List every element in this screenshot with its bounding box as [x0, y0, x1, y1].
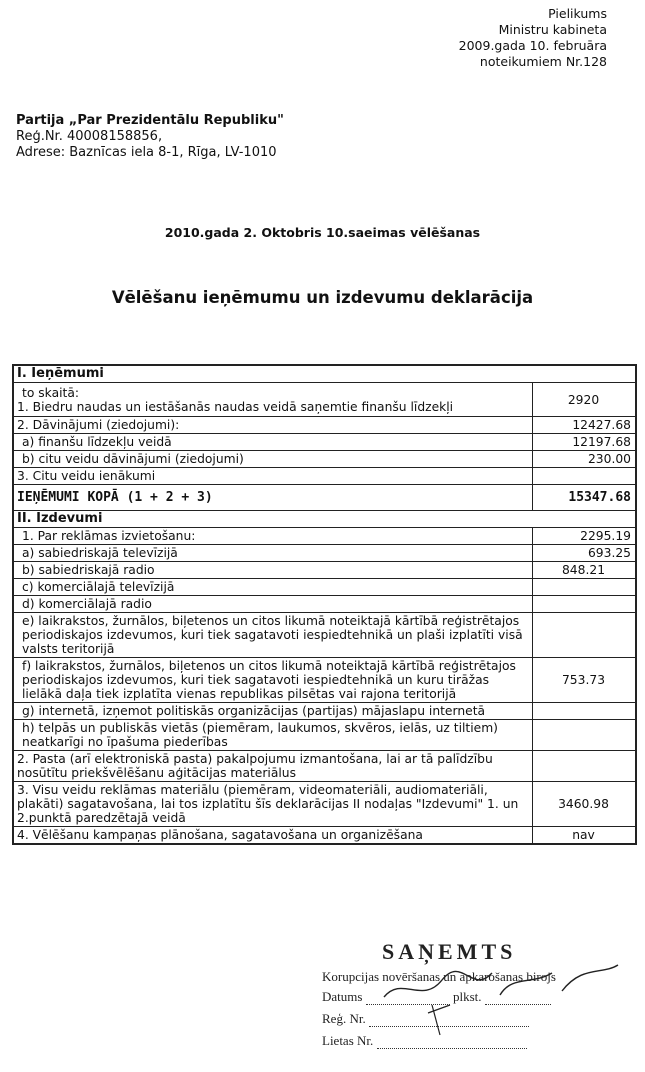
row-label: h) telpās un publiskās vietās (piemēram, laukumos, skvēros, ielās, uz tiltiem) neatkarīgi no īpašuma piederības [13, 720, 533, 751]
row-value: 3460.98 [533, 782, 637, 827]
table-row [13, 545, 636, 562]
row-label: a) finanšu līdzekļu veidā [13, 434, 533, 451]
row-value [533, 613, 637, 658]
row-label: 4. Vēlēšanu kampaņas plānošana, sagatavošana un organizēšana [13, 827, 533, 845]
row-label: a) sabiedriskajā televīzijā [13, 545, 533, 562]
table-row [13, 658, 636, 703]
row-value: 230.00 [533, 451, 637, 468]
table-row [13, 720, 636, 751]
row-value: 2920 [533, 383, 637, 417]
table-row [13, 451, 636, 468]
row-value [533, 579, 637, 596]
stamp-time-label: plkst. [452, 989, 482, 1004]
party-reg-number: Reģ.Nr. 40008158856, [16, 129, 163, 144]
received-stamp [322, 935, 622, 1055]
row-label-sub: to skaitā: [22, 385, 80, 400]
row-value [533, 703, 637, 720]
appendix-line-3: 2009.gada 10. februāra [458, 38, 607, 53]
row-value: nav [533, 827, 637, 845]
row-label: e) laikrakstos, žurnālos, biļetenos un citos likumā noteiktajā kārtībā reģistrētajos periodiskajos izdevumos, kuri tiek sagatavoti iespiedtehnikā un plaši izplatīti visā valsts teritorijā [13, 613, 533, 658]
row-label-main: 1. Biedru naudas un iestāšanās naudas veidā saņemtie finanšu līdzekļi [17, 399, 454, 414]
stamp-reg-label: Reģ. Nr. [322, 1011, 366, 1026]
income-total-label: IEŅĒMUMI KOPĀ (1 + 2 + 3) [13, 485, 533, 511]
row-label: 1. Par reklāmas izvietošanu: [13, 528, 533, 545]
row-label: d) komerciālajā radio [13, 596, 533, 613]
row-label: g) internetā, izņemot politiskās organizācijas (partijas) mājaslapu internetā [13, 703, 533, 720]
row-value [533, 596, 637, 613]
row-value: 2295.19 [533, 528, 637, 545]
party-info [16, 113, 284, 161]
stamp-case-label: Lietas Nr. [322, 1033, 374, 1048]
row-label: b) citu veidu dāvinājumi (ziedojumi) [13, 451, 533, 468]
election-line: 2010.gada 2. Oktobris 10.saeimas vēlēšanas [164, 225, 481, 240]
row-label: f) laikrakstos, žurnālos, biļetenos un citos likumā noteiktajā kārtībā reģistrētajos periodiskajos izdevumos, kuri tiek sagatavoti iespiedtehnikā un kuru tirāžas lielākā daļa tiek izplatīta vienas republikas pilsētas vai rajona teritorijā [13, 658, 533, 703]
row-label: 3. Visu veidu reklāmas materiālu (piemēram, videomateriāli, audiomateriāli, plakāti) sagatavošana, lai tos izplatītu šīs deklarācijas II nodaļas "Izdevumi" 1. un 2.punktā paredzētajā veidā [13, 782, 533, 827]
table-row [13, 751, 636, 782]
row-value [533, 720, 637, 751]
appendix-line-4: noteikumiem Nr.128 [479, 54, 607, 69]
handwritten-signature [322, 935, 622, 1055]
appendix-line-2: Ministru kabineta [498, 22, 607, 37]
income-section-header: I. Ieņēmumi [13, 365, 636, 383]
table-row [13, 528, 636, 545]
declaration-table [12, 364, 637, 845]
table-row [13, 468, 636, 485]
table-row [13, 511, 636, 528]
income-total-value: 15347.68 [533, 485, 637, 511]
appendix-reference [459, 6, 607, 70]
table-row [13, 596, 636, 613]
appendix-line-1: Pielikums [548, 6, 607, 21]
row-value [533, 468, 637, 485]
party-name: Partija „Par Prezidentālu Republiku" [16, 113, 284, 128]
row-value: 693.25 [533, 545, 637, 562]
row-label: c) komerciālajā televīzijā [13, 579, 533, 596]
party-address: Adrese: Baznīcas iela 8-1, Rīga, LV-1010 [16, 145, 277, 160]
row-label: b) sabiedriskajā radio [13, 562, 533, 579]
row-value [533, 751, 637, 782]
row-value: 12427.68 [533, 417, 637, 434]
row-value: 753.73 [533, 658, 637, 703]
row-value: 12197.68 [533, 434, 637, 451]
table-row [13, 485, 636, 511]
expense-section-header: II. Izdevumi [13, 511, 636, 528]
table-row [13, 417, 636, 434]
row-label: 2. Dāvinājumi (ziedojumi): [13, 417, 533, 434]
row-label: 3. Citu veidu ienākumi [13, 468, 533, 485]
row-label [13, 383, 533, 417]
table-row [13, 383, 636, 417]
row-label: 2. Pasta (arī elektroniskā pasta) pakalpojumu izmantošana, lai ar tā palīdzību nosūtītu priekšvēlēšanu aģitācijas materiālus [13, 751, 533, 782]
stamp-office: Korupcijas novēršanas un apkarošanas birojs [322, 969, 556, 984]
table-row [13, 782, 636, 827]
document-title: Vēlēšanu ieņēmumu un izdevumu deklarācija [111, 288, 534, 307]
stamp-title: SAŅEMTS [382, 939, 517, 964]
table-row [13, 434, 636, 451]
table-row [13, 827, 636, 845]
row-value: 848.21 [533, 562, 637, 579]
table-row [13, 613, 636, 658]
table-row [13, 579, 636, 596]
table-row [13, 703, 636, 720]
stamp-date-label: Datums [322, 989, 363, 1004]
table-row [13, 562, 636, 579]
table-row [13, 365, 636, 383]
